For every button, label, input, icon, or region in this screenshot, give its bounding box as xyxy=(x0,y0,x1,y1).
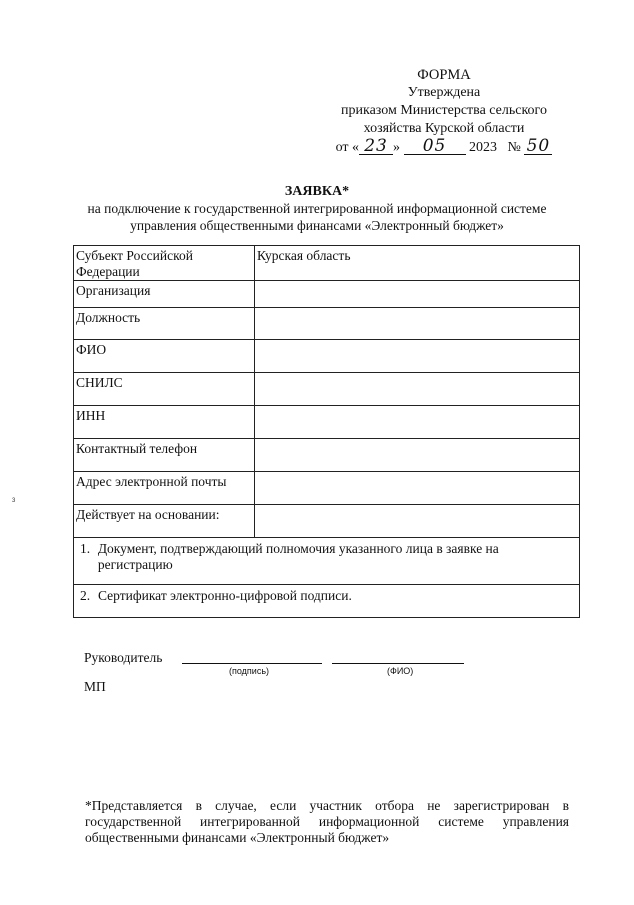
row-value xyxy=(255,340,580,373)
row-value xyxy=(255,505,580,538)
row-label: Субъект Российской Федерации xyxy=(74,246,255,281)
item-text: Документ, подтверждающий полномочия указанного лица в заявке на регистрацию xyxy=(97,541,499,572)
margin-mark: 3 xyxy=(12,498,16,504)
row-label: ФИО xyxy=(74,340,255,373)
row-label: СНИЛС xyxy=(74,373,255,406)
footnote: *Представляется в случае, если участник отбора не зарегистрирован в государственной интегрированной информационной системе управления общественными финансами «Электронный бюджет» xyxy=(85,798,569,845)
title-line-2: управления общественными финансами «Электронный бюджет» xyxy=(130,218,504,233)
application-title xyxy=(60,183,574,234)
item-text: Сертификат электронно-цифровой подписи. xyxy=(98,588,352,603)
item-number: 2. xyxy=(80,588,91,603)
row-label: ИНН xyxy=(74,406,255,439)
table-row xyxy=(74,538,580,585)
application-table xyxy=(73,245,580,618)
form-label: ФОРМА xyxy=(417,67,471,83)
row-value xyxy=(255,281,580,308)
approved-label: Утверждена xyxy=(407,85,481,100)
row-value xyxy=(255,308,580,340)
seal-label: МП xyxy=(84,679,106,694)
table-row xyxy=(74,340,580,373)
table-row xyxy=(74,585,580,618)
row-value xyxy=(255,373,580,406)
table-row xyxy=(74,281,580,308)
date-line xyxy=(314,138,574,157)
row-label: Должность xyxy=(74,308,255,340)
name-line xyxy=(332,663,464,664)
date-month: 05 xyxy=(404,138,466,155)
row-label: Контактный телефон xyxy=(74,439,255,472)
table-row xyxy=(74,246,580,281)
row-label: Организация xyxy=(74,281,255,308)
title-heading: ЗАЯВКА* xyxy=(284,184,350,199)
row-label: Действует на основании: xyxy=(74,505,255,538)
row-label: Адрес электронной почты xyxy=(74,472,255,505)
list-item xyxy=(74,538,580,585)
name-caption: (ФИО) xyxy=(387,666,414,676)
signature-line xyxy=(182,663,322,664)
row-value xyxy=(255,472,580,505)
signature-role: Руководитель xyxy=(84,650,163,665)
list-item xyxy=(74,585,580,618)
row-value: Курская область xyxy=(255,246,580,281)
date-day: 23 xyxy=(359,138,393,155)
table-row xyxy=(74,308,580,340)
row-value xyxy=(255,406,580,439)
order-number: 50 xyxy=(524,138,552,155)
table-row xyxy=(74,439,580,472)
number-prefix: № xyxy=(507,140,521,155)
table-row xyxy=(74,472,580,505)
title-line-1: на подключение к государственной интегрированной информационной системе xyxy=(87,201,547,216)
table-row xyxy=(74,406,580,439)
row-value xyxy=(255,439,580,472)
item-number: 1. xyxy=(80,541,91,556)
table-row xyxy=(74,373,580,406)
approval-header xyxy=(314,66,574,157)
order-line-2: хозяйства Курской области xyxy=(363,121,525,136)
order-line-1: приказом Министерства сельского xyxy=(341,103,547,118)
date-mid: » xyxy=(393,140,401,155)
signature-caption: (подпись) xyxy=(229,666,270,676)
table-row xyxy=(74,505,580,538)
date-prefix: от « xyxy=(335,140,360,155)
date-year: 2023 xyxy=(469,140,498,155)
